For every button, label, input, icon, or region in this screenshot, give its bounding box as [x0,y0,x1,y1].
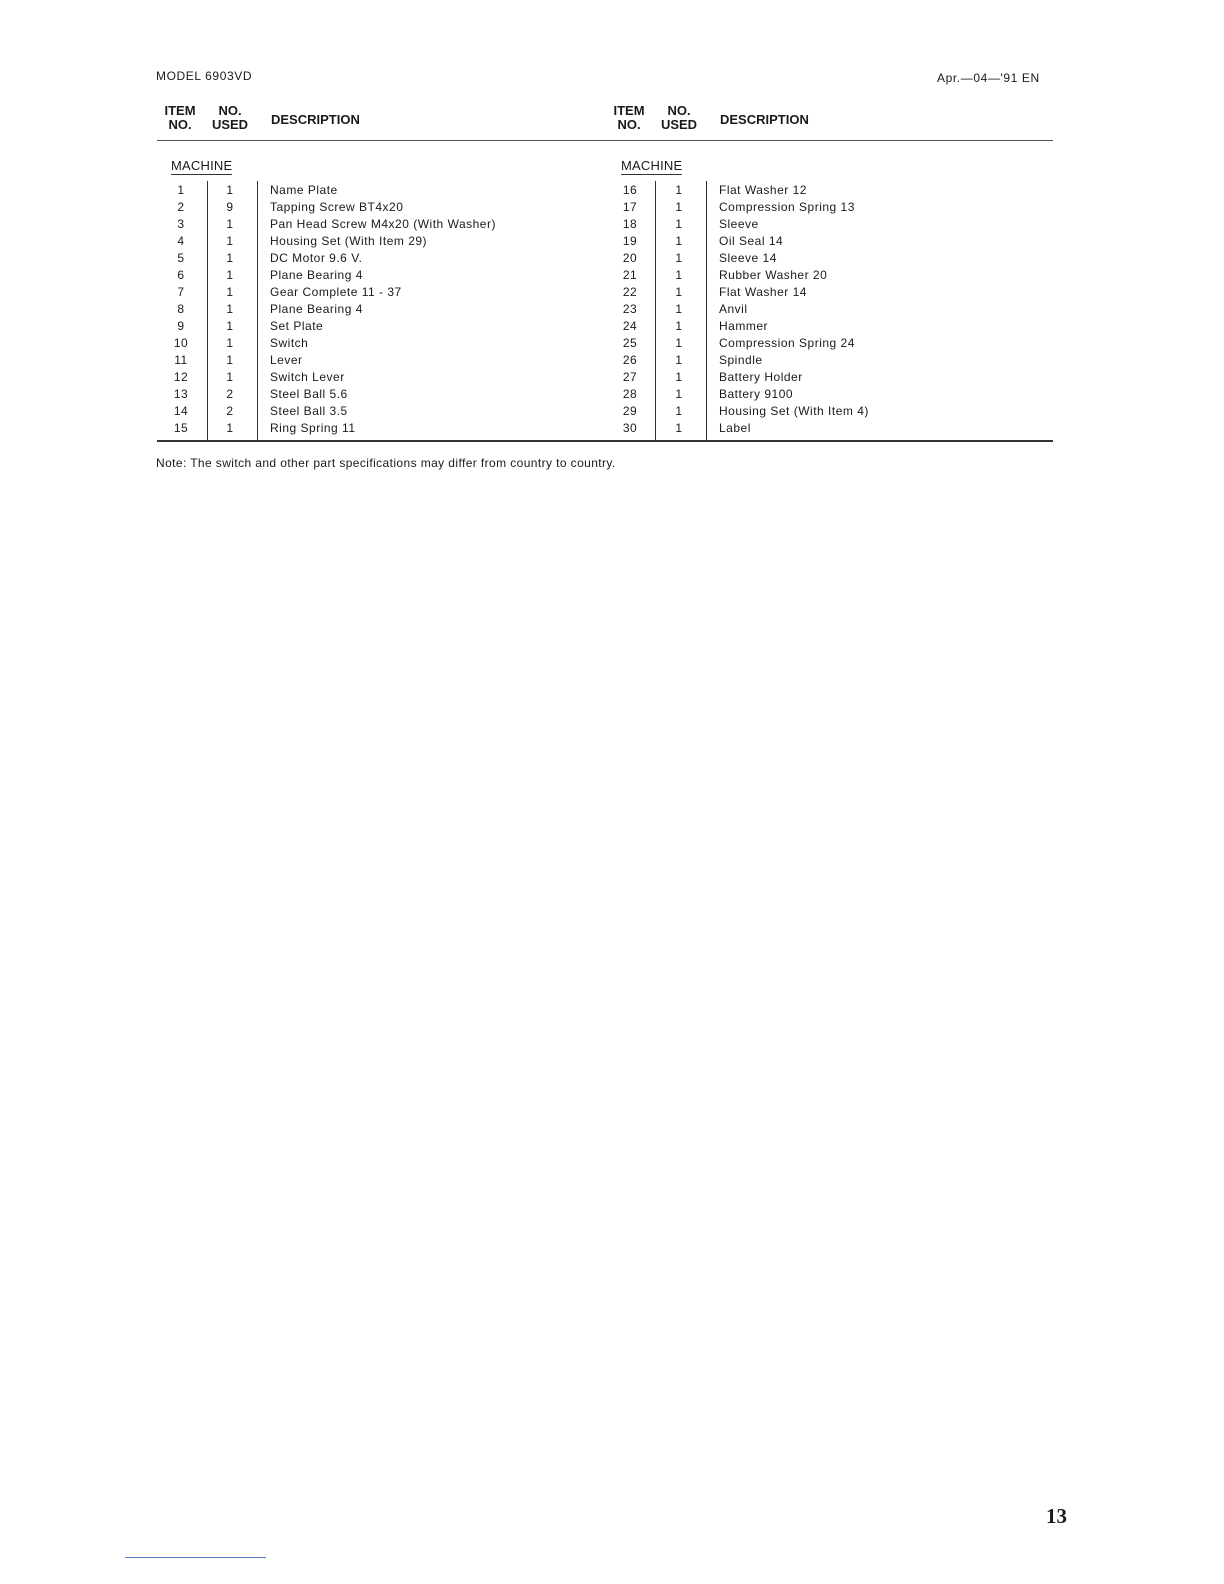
item-number: 26 [622,353,638,367]
header-divider [157,140,1053,141]
footer-mark [125,1557,266,1558]
quantity-used: 1 [226,268,234,282]
part-description: DC Motor 9.6 V. [270,251,363,265]
model-label: MODEL 6903VD [156,69,253,83]
quantity-used: 1 [675,370,683,384]
item-number: 28 [622,387,638,401]
date-label: Apr.—04—'91 EN [937,71,1040,85]
table-row [606,181,1054,198]
item-number: 29 [622,404,638,418]
quantity-used: 1 [675,319,683,333]
table-header-right [606,104,1054,138]
table-row [606,368,1054,385]
item-number: 21 [622,268,638,282]
item-number: 8 [177,302,185,316]
part-description: Label [719,421,751,435]
item-number: 9 [177,319,185,333]
table-row [606,402,1054,419]
item-number: 17 [622,200,638,214]
quantity-used: 1 [675,302,683,316]
part-description: Anvil [719,302,748,316]
quantity-used: 1 [675,421,683,435]
table-row [606,232,1054,249]
description-header: DESCRIPTION [271,112,360,127]
table-row [606,283,1054,300]
quantity-used: 1 [675,404,683,418]
part-description: Oil Seal 14 [719,234,784,248]
item-number: 4 [177,234,185,248]
quantity-used: 1 [675,183,683,197]
part-description: Pan Head Screw M4x20 (With Washer) [270,217,496,231]
table-row [157,181,607,198]
part-description: Flat Washer 14 [719,285,807,299]
quantity-used: 2 [226,404,234,418]
used-header-line1: NO. [218,103,242,118]
part-description: Battery 9100 [719,387,794,401]
table-row [157,368,607,385]
section-title-right: MACHINE [621,158,683,173]
item-number: 13 [173,387,189,401]
table-header-left [157,104,612,138]
item-number: 23 [622,302,638,316]
parts-list-left [157,181,607,436]
part-description: Housing Set (With Item 4) [719,404,869,418]
quantity-used: 1 [226,353,234,367]
no-used-header [656,104,702,132]
quantity-used: 1 [226,217,234,231]
quantity-used: 1 [675,353,683,367]
item-number: 22 [622,285,638,299]
quantity-used: 1 [226,183,234,197]
quantity-used: 1 [675,285,683,299]
right-column [606,104,1054,138]
part-description: Switch [270,336,309,350]
item-number: 6 [177,268,185,282]
item-header-line2: NO. [617,117,641,132]
item-number: 10 [173,336,189,350]
item-header-line1: ITEM [164,103,196,118]
table-row [157,419,607,436]
part-description: Steel Ball 3.5 [270,404,348,418]
part-description: Name Plate [270,183,338,197]
part-description: Lever [270,353,303,367]
item-number: 24 [622,319,638,333]
item-header-line1: ITEM [613,103,645,118]
part-description: Compression Spring 13 [719,200,855,214]
no-used-header [207,104,253,132]
table-row [157,300,607,317]
table-row [157,283,607,300]
part-description: Flat Washer 12 [719,183,807,197]
table-row [157,266,607,283]
quantity-used: 1 [675,217,683,231]
item-number: 7 [177,285,185,299]
part-description: Rubber Washer 20 [719,268,828,282]
item-number: 20 [622,251,638,265]
quantity-used: 1 [675,336,683,350]
item-number: 15 [173,421,189,435]
item-number: 12 [173,370,189,384]
part-description: Plane Bearing 4 [270,302,363,316]
used-header-line2: USED [660,117,698,132]
table-row [157,317,607,334]
table-row [606,300,1054,317]
part-description: Housing Set (With Item 29) [270,234,428,248]
used-header-line2: USED [211,117,249,132]
quantity-used: 1 [226,302,234,316]
part-description: Battery Holder [719,370,803,384]
item-number: 30 [622,421,638,435]
item-number: 18 [622,217,638,231]
section-title-left: MACHINE [171,158,233,173]
part-description: Steel Ball 5.6 [270,387,348,401]
quantity-used: 1 [675,268,683,282]
table-bottom-rule [157,440,1053,442]
table-row [606,198,1054,215]
quantity-used: 1 [226,234,234,248]
table-row [606,266,1054,283]
table-row [157,198,607,215]
part-description: Compression Spring 24 [719,336,855,350]
item-number: 2 [177,200,185,214]
table-row [157,351,607,368]
item-number: 3 [177,217,185,231]
quantity-used: 1 [226,370,234,384]
quantity-used: 1 [675,234,683,248]
table-row [157,385,607,402]
part-description: Hammer [719,319,769,333]
left-column [157,104,612,138]
table-row [606,419,1054,436]
item-number: 16 [622,183,638,197]
footnote: Note: The switch and other part specifications may differ from country to country. [156,456,616,470]
quantity-used: 1 [226,421,234,435]
part-description: Tapping Screw BT4x20 [270,200,404,214]
item-no-header [157,104,203,132]
quantity-used: 1 [226,251,234,265]
item-number: 25 [622,336,638,350]
table-row [157,249,607,266]
table-row [606,317,1054,334]
page-number: 13 [1046,1504,1067,1528]
quantity-used: 1 [226,285,234,299]
table-row [606,215,1054,232]
quantity-used: 2 [226,387,234,401]
table-row [606,385,1054,402]
part-description: Spindle [719,353,763,367]
quantity-used: 1 [675,200,683,214]
table-row [606,351,1054,368]
used-header-line1: NO. [667,103,691,118]
part-description: Sleeve [719,217,759,231]
item-header-line2: NO. [168,117,192,132]
quantity-used: 1 [226,336,234,350]
quantity-used: 1 [675,387,683,401]
table-row [606,334,1054,351]
part-description: Switch Lever [270,370,345,384]
table-row [157,232,607,249]
table-row [157,402,607,419]
quantity-used: 9 [226,200,234,214]
item-no-header [606,104,652,132]
parts-list-right [606,181,1054,436]
item-number: 5 [177,251,185,265]
item-number: 19 [622,234,638,248]
part-description: Sleeve 14 [719,251,777,265]
part-description: Ring Spring 11 [270,421,356,435]
quantity-used: 1 [675,251,683,265]
item-number: 27 [622,370,638,384]
table-row [606,249,1054,266]
description-header: DESCRIPTION [720,112,809,127]
part-description: Plane Bearing 4 [270,268,363,282]
part-description: Set Plate [270,319,324,333]
quantity-used: 1 [226,319,234,333]
item-number: 11 [174,353,188,367]
table-row [157,334,607,351]
item-number: 14 [173,404,189,418]
part-description: Gear Complete 11 - 37 [270,285,402,299]
item-number: 1 [177,183,185,197]
table-row [157,215,607,232]
